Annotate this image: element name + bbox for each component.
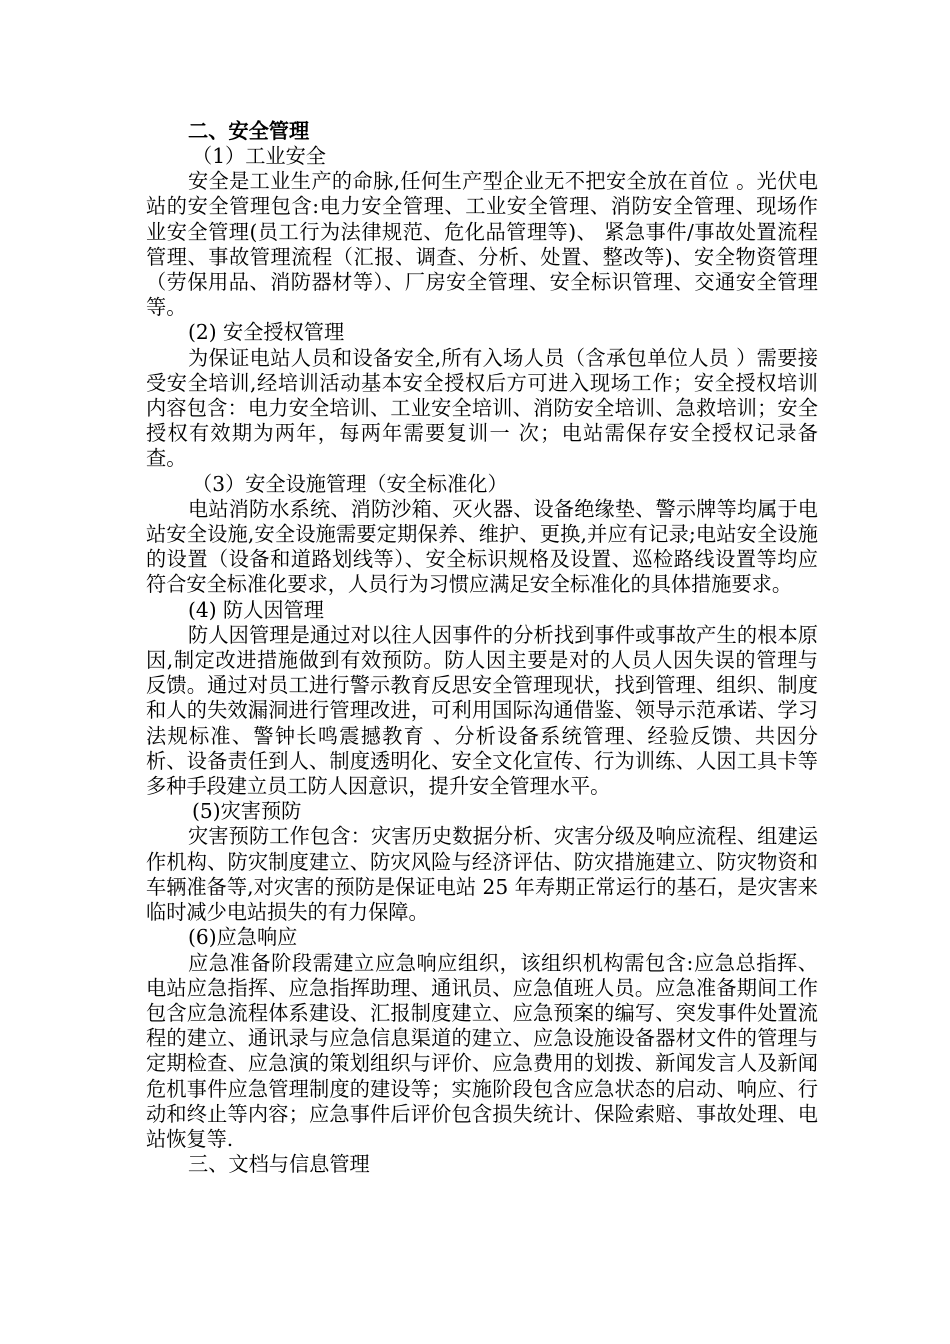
- paragraph-human-factor: 防人因管理是通过对以往人因事件的分析找到事件或事故产生的根本原因,制定改进措施做到有效预防。防人因主要是对的人员人因失误的管理与反馈。通过对员工进行警示教育反思安全管理现状，找到管理、组织、制度和人的失效漏洞进行管理改进，可利用国际沟通借鉴、领导示范承诺、学习法规标准、警钟长鸣震撼教育 、分析设备系统管理、经验反馈、共因分析、设备责任到人、制度透明化、安全文化宣传、行为训练、人因工具卡等多种手段建立员工防人因意识，提升安全管理水平。: [146, 622, 818, 799]
- subsection-title-emergency-response: (6)应急响应: [188, 925, 298, 950]
- paragraph-disaster-prevention: 灾害预防工作包含：灾害历史数据分析、灾害分级及响应流程、组建运作机构、防灾制度建立、防灾风险与经济评估、防灾措施建立、防灾物资和车辆准备等,对灾害的预防是保证电站 25 年寿期正常运行的基石，是灾害来临时减少电站损失的有力保障。: [146, 824, 818, 925]
- subsection-title-human-factor: (4) 防人因管理: [188, 597, 324, 622]
- subsection-title-safety-facilities: （3）安全设施管理（安全标准化）: [192, 471, 508, 496]
- subsection-title-disaster-prevention: (5)灾害预防: [192, 799, 302, 824]
- paragraph-safety-authorization: 为保证电站人员和设备安全,所有入场人员（含承包单位人员 ）需要接受安全培训,经培训活动基本安全授权后方可进入现场工作；安全授权培训内容包含：电力安全培训、工业安全培训、消防安全培训、急救培训；安全授权有效期为两年，每两年需要复训一 次；电站需保存安全授权记录备查。: [146, 345, 818, 471]
- subsection-title-industrial-safety: （1）工业安全: [192, 144, 326, 168]
- subsection-title-safety-authorization: (2) 安全授权管理: [188, 320, 345, 345]
- paragraph-emergency-response: 应急准备阶段需建立应急响应组织，该组织机构需包含:应急总指挥、电站应急指挥、应急指挥助理、通讯员、应急值班人员。应急准备期间工作包含应急流程体系建设、汇报制度建立、应急预案的编写、突发事件处置流程的建立、通讯录与应急信息渠道的建立、应急设施设备器材文件的管理与定期检查、应急演的策划组织与评价、应急费用的划拨、新闻发言人及新闻危机事件应急管理制度的建设等；实施阶段包含应急状态的启动、响应、行动和终止等内容；应急事件后评价包含损失统计、保险索赔、事故处理、电站恢复等.: [146, 950, 818, 1151]
- paragraph-safety-facilities: 电站消防水系统、消防沙箱、灭火器、设备绝缘垫、警示牌等均属于电站安全设施,安全设施需要定期保养、维护、更换,并应有记录;电站安全设施的设置（设备和道路划线等）、安全标识规格及设置、巡检路线设置等均应符合安全标准化要求，人员行为习惯应满足安全标准化的具体措施要求。: [146, 496, 818, 597]
- next-section-heading: 三、文档与信息管理: [188, 1152, 370, 1177]
- document-page: [146, 118, 818, 1177]
- section-heading: 二、安全管理: [188, 119, 310, 143]
- paragraph-industrial-safety: 安全是工业生产的命脉,任何生产型企业无不把安全放在首位 。光伏电站的安全管理包含:电力安全管理、工业安全管理、消防安全管理、现场作业安全管理(员工行为法律规范、危化品管理等)、 紧急事件/事故处置流程管理、事故管理流程（汇报、调查、分析、处置、整改等)、安全物资管理（劳保用品、消防器材等）、厂房安全管理、安全标识管理、交通安全管理等。: [146, 169, 818, 320]
